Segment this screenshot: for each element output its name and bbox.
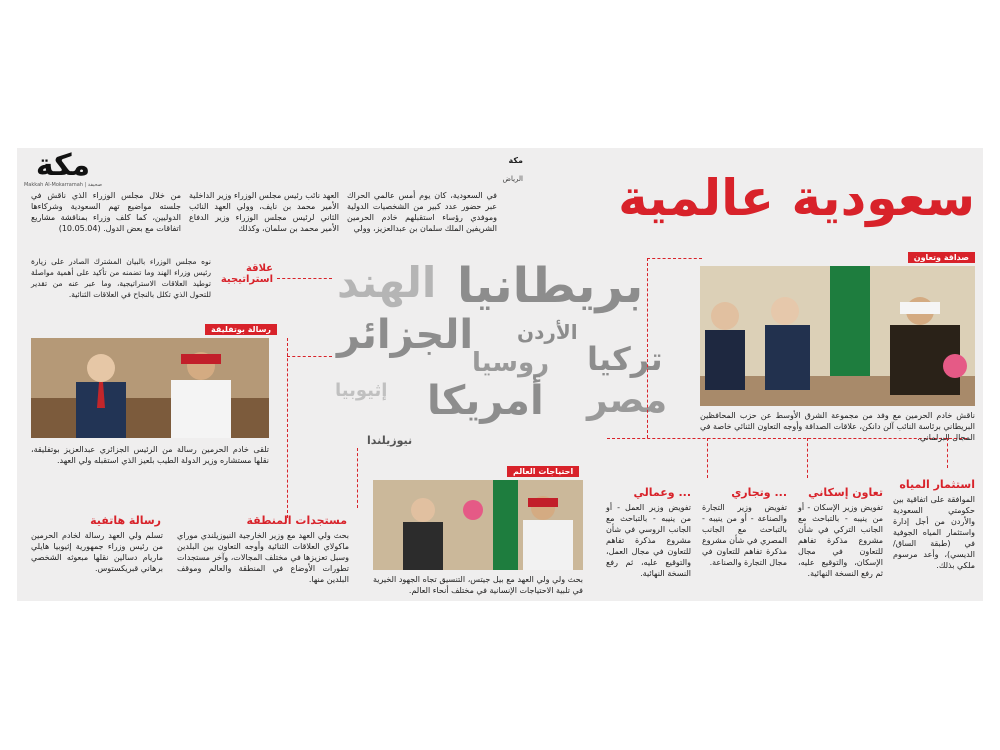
word-russia: روسيا: [472, 348, 550, 378]
word-america: أمريكا: [427, 378, 544, 424]
region-text: بحث ولي العهد مع وزير الخارجية النيوزيلندي موراي ماكولاي العلاقات الثنائية وأوجه التعاون بين البلدين وسبل تعزيزها في مختلف المجالات، وآخر مستجدات تطورات الأوضاع في المنطقة والعالم وموقف البلدين منها.: [177, 531, 349, 584]
connector-line: [707, 438, 708, 478]
word-egypt: مصر: [587, 380, 668, 421]
connector-line: [287, 356, 332, 357]
region-title: مستجدات المنطقة: [246, 514, 347, 527]
intro-col-3: من خلال مجلس الوزراء الذي ناقش في جلسته مواضيع تهم السعودية وشركاءها الدوليين، كما كلف وزراء بمناقشة مشاريع اتفاقات مع بعض الدول. (10.05.04): [31, 191, 181, 233]
connector-line: [287, 338, 288, 518]
byline-source: مكة: [508, 156, 523, 165]
housing-text: تفويض وزير الإسكان - أو من ينيبه - بالتباحث مع الجانب التركي في شأن مشروع مذكرة تفاهم للتعاون في مجال الإسكان، والتوقيع عليه، ثم رفع النسخة النهائية.: [798, 503, 883, 578]
telegram-tag: رسالة بوتفليقة: [205, 324, 277, 335]
needs-caption: بحث ولي ولي العهد مع بيل جيتس، التنسيق تجاه الجهود الخيرية في تلبية الاحتياجات الإنسانية في مختلف أنحاء العالم.: [373, 575, 583, 595]
newspaper-page: [17, 148, 983, 601]
trade-title: ... وتجاري: [731, 486, 787, 499]
telegram-caption: تلقى خادم الحرمين رسالة من الرئيس الجزائري عبدالعزيز بوتفليقة، نقلها مستشاره وزير الدولة الطيب بلعيز الذي استقبله ولي العهد.: [31, 445, 269, 465]
word-jordan: الأردن: [517, 320, 578, 344]
logo-text: مكة: [35, 148, 91, 183]
word-ethiopia: إثيوبيا: [335, 380, 388, 401]
connector-line: [277, 278, 332, 279]
logo-subtitle: Makkah Al-Mokarramah | صحيفة: [23, 182, 103, 188]
byline-city: الرياض: [502, 175, 523, 183]
phone-title: رسالة هاتفية: [90, 514, 161, 527]
water-text: الموافقة على اتفاقية بين حكومتي السعودية والأردن من أجل إدارة واستثمار المياه الجوفية في (طبقة الساق/الديسي)، وأعد مرسوم ملكي بذلك.: [893, 495, 975, 570]
telegram-photo: [31, 338, 269, 438]
friendship-caption: ناقش خادم الحرمين مع وفد من مجموعة الشرق الأوسط عن حزب المحافظين البريطاني برئاسة النائب آلن دانكن، علاقات الصداقة وأوجه التعاون الثنائي خاصة في المجال البرلماني.: [700, 411, 975, 442]
strategic-title: علاقة استراتيجية: [220, 263, 273, 285]
phone-text: تسلم ولي العهد رسالة لخادم الحرمين من رئيس وزراء جمهورية إثيوبيا هايلي ماريام دسالين نقلها مبعوثه الشخصي برهاني قبريكستوس.: [31, 531, 163, 573]
labor-title: ... وعمالي: [633, 486, 691, 499]
word-india: الهند: [337, 258, 437, 307]
water-title: استثمار المياه: [899, 478, 975, 491]
byline: [463, 156, 523, 183]
intro-col-2: العهد نائب رئيس مجلس الوزراء وزير الداخلية الأمير محمد بن نايف، وولي العهد النائب الثاني لرئيس مجلس الوزراء وزير الدفاع الأمير محمد بن سلمان، وكذلك: [189, 191, 339, 233]
word-newzealand: نيوزيلندا: [367, 434, 413, 447]
intro-col-1: في السعودية، كان يوم أمس عالمي الحراك عبر حضور عدد كبير من الشخصيات الدولية وموفدي رؤساء استقبلهم خادم الحرمين الشريفين الملك سلمان بن عبدالعزيز، وولي: [347, 191, 497, 233]
word-algeria: الجزائر: [337, 312, 474, 358]
connector-line: [807, 438, 808, 478]
connector-line: [647, 258, 702, 259]
connector-line: [647, 258, 648, 438]
word-britain: بريطانيا: [457, 258, 644, 314]
headline: سعودية عالمية: [618, 169, 975, 227]
logo: [23, 150, 103, 190]
needs-tag: احتياجات العالم: [507, 466, 579, 477]
labor-text: تفويض وزير العمل - أو من ينيبه - بالتباحث مع الجانب الروسي في شأن مشروع مذكرة تفاهم للتعاون في مجال العمل، والتوقيع عليه، ثم رفع النسخة النهائية.: [606, 503, 691, 578]
trade-text: تفويض وزير التجارة والصناعة - أو من ينيبه - بالتباحث مع الجانب المصري في شأن مشروع مذكرة تفاهم للتعاون في مجال التجارة والصناعة.: [702, 503, 787, 567]
housing-title: تعاون إسكاني: [808, 486, 883, 499]
friendship-tag: صداقة وتعاون: [908, 252, 975, 263]
word-turkey: تركيا: [587, 340, 663, 378]
friendship-photo: [700, 266, 975, 406]
connector-line: [357, 448, 358, 508]
needs-photo: [373, 480, 583, 570]
strategic-text: نوه مجلس الوزراء بالبيان المشترك الصادر على زيارة رئيس وزراء الهند وما تضمنه من تأكيد على أهمية مواصلة توطيد العلاقات الاستراتيجية، وما عبر عنه من تقدير للتحول الذي تكلل بالنجاح في العلاقات الثنائية.: [31, 257, 211, 299]
